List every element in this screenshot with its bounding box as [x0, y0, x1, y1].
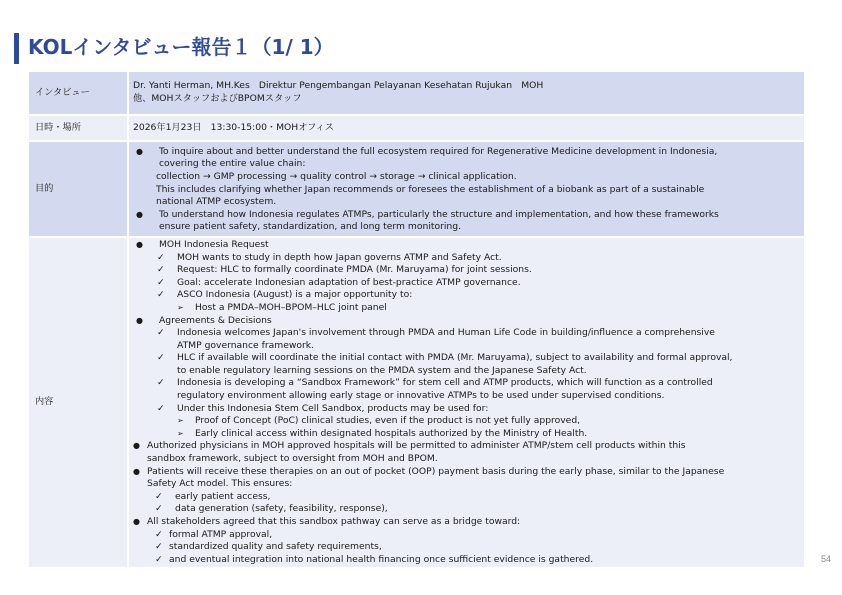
- page-number: 54: [821, 554, 832, 564]
- list-item: [133, 529, 800, 542]
- row-label-interviewee: インタビュー: [28, 71, 128, 115]
- arrow-bullet-icon: ➢: [177, 416, 184, 426]
- slide-title: KOLインタビュー報告１（1/ 1）: [28, 35, 334, 59]
- list-text: All stakeholders agreed that this sandbox pathway can serve as a bridge toward:: [147, 516, 521, 527]
- list-text: Agreements & Decisions: [159, 314, 272, 326]
- list-text: Proof of Concept (PoC) clinical studies, even if the product is not yet fully approved,: [195, 415, 581, 427]
- list-text: Goal: accelerate Indonesian adaptation of best-practice ATMP governance.: [177, 276, 521, 288]
- list-text: collection → GMP processing → quality control → storage → clinical application.: [156, 170, 517, 182]
- list-text: standardized quality and safety requirements,: [169, 541, 382, 553]
- list-text: sandbox framework, subject to oversight from MOH and BPOM.: [147, 453, 438, 465]
- row-value-interviewee: [128, 71, 805, 115]
- list-text: Authorized physicians in MOH approved hospitals will be permitted to administer ATMP/stem cell products within this: [147, 440, 686, 452]
- list-text: Indonesia welcomes Japan's involvement through PMDA and Human Life Code in building/influence a comprehensive: [177, 327, 715, 339]
- list-item: [133, 327, 800, 352]
- list-item: [133, 302, 800, 315]
- list-item: [133, 503, 800, 516]
- list-text: To understand how Indonesia regulates ATMPs, particularly the structure and implementation, and how these frameworks: [159, 208, 719, 220]
- list-item: [133, 440, 800, 465]
- list-item: [133, 352, 800, 377]
- check-icon: ✓: [155, 503, 163, 515]
- list-item: [133, 315, 800, 328]
- list-text: ATMP governance framework.: [177, 339, 315, 351]
- bullet-dot-icon: ●: [136, 239, 143, 249]
- list-item: [133, 146, 800, 171]
- bullet-dot-icon: ●: [133, 517, 140, 526]
- list-item: [133, 209, 800, 234]
- arrow-bullet-icon: ➢: [177, 428, 184, 438]
- list-item: [133, 491, 800, 504]
- check-icon: ✓: [157, 327, 165, 339]
- list-item: [133, 289, 800, 302]
- list-item: [133, 377, 800, 402]
- bullet-dot-icon: ●: [136, 209, 143, 219]
- list-text: Patients will receive these therapies on an out of pocket (OOP) payment basis during the early phase, similar to the Japanese: [147, 465, 725, 477]
- list-item: [133, 403, 800, 416]
- list-text: MOH Indonesia Request: [159, 238, 269, 250]
- check-icon: ✓: [157, 352, 165, 364]
- check-icon: ✓: [155, 528, 163, 540]
- check-icon: ✓: [157, 289, 165, 301]
- row-value-purpose: [128, 141, 805, 237]
- list-item: [133, 264, 800, 277]
- list-text: Indonesia is developing a “Sandbox Framework” for stem cell and ATMP products, which will function as a controlled: [177, 377, 713, 389]
- datetime-value: 2026年1月23日 13:30-15:00・MOHオフィス: [133, 122, 334, 134]
- list-text: regulatory environment allowing early stage or innovative ATMPs to be used under supervised conditions.: [177, 390, 665, 402]
- list-text: MOH wants to study in depth how Japan governs ATMP and Safety Act.: [177, 251, 502, 263]
- list-text: To inquire about and better understand the full ecosystem required for Regenerative Medicine development in Indonesia,: [159, 145, 718, 157]
- interviewee-line: Dr. Yanti Herman, MH.Kes Direktur Pengembangan Pelayanan Kesehatan Rujukan MOH: [133, 80, 544, 91]
- row-label-purpose: 目的: [28, 141, 128, 237]
- list-text: Safety Act model. This ensures:: [147, 478, 293, 490]
- bullet-dot-icon: ●: [133, 466, 140, 476]
- check-icon: ✓: [155, 553, 163, 565]
- check-icon: ✓: [157, 251, 165, 263]
- table-row-datetime: [28, 115, 805, 141]
- list-item: [133, 554, 800, 567]
- list-text: Early clinical access within designated hospitals authorized by the Ministry of Health.: [195, 427, 588, 439]
- row-label-datetime: 日時・場所: [28, 115, 128, 141]
- list-text: to enable regulatory learning sessions on the PMDA system and the Japanese Safety Act.: [177, 364, 587, 376]
- check-icon: ✓: [155, 541, 163, 553]
- list-item: [133, 239, 800, 252]
- interviewee-line: 他、MOHスタッフおよびBPOMスタッフ: [133, 92, 302, 104]
- list-text: data generation (safety, feasibility, response),: [175, 503, 388, 515]
- title-accent-bar: [14, 33, 19, 64]
- check-icon: ✓: [157, 276, 165, 288]
- list-item: [133, 466, 800, 491]
- table-row-interviewee: [28, 71, 805, 115]
- arrow-bullet-icon: ➢: [177, 302, 184, 312]
- list-text: and eventual integration into national health financing once sufficient evidence is gathered.: [169, 553, 594, 565]
- list-text: covering the entire value chain:: [159, 158, 306, 170]
- list-text: ensure patient safety, standardization, and long term monitoring.: [159, 221, 461, 233]
- list-item: [133, 516, 800, 529]
- row-value-content: [128, 237, 805, 568]
- list-text: early patient access,: [175, 490, 271, 502]
- list-text: Under this Indonesia Stem Cell Sandbox, products may be used for:: [177, 402, 489, 414]
- bullet-dot-icon: ●: [136, 315, 143, 325]
- bullet-dot-icon: ●: [136, 146, 143, 156]
- list-text: Host a PMDA–MOH–BPOM–HLC joint panel: [195, 301, 387, 313]
- table-row-purpose: [28, 141, 805, 237]
- list-text: formal ATMP approval,: [169, 528, 273, 540]
- report-table: [27, 70, 806, 569]
- table-row-content: [28, 237, 805, 568]
- list-item: [133, 541, 800, 554]
- list-text: ASCO Indonesia (August) is a major opportunity to:: [177, 289, 413, 301]
- row-value-datetime: [128, 115, 805, 141]
- bullet-dot-icon: ●: [133, 441, 140, 451]
- list-item: [133, 415, 800, 428]
- row-label-content: 内容: [28, 237, 128, 568]
- list-item: [133, 277, 800, 290]
- list-item: [133, 428, 800, 441]
- check-icon: ✓: [155, 490, 163, 502]
- check-icon: ✓: [157, 264, 165, 276]
- check-icon: ✓: [157, 402, 165, 414]
- list-item: [133, 252, 800, 265]
- list-text: national ATMP ecosystem.: [156, 196, 277, 208]
- list-text: HLC if available will coordinate the initial contact with PMDA (Mr. Maruyama), subject to availability and formal approval,: [177, 352, 733, 364]
- list-text: Request: HLC to formally coordinate PMDA (Mr. Maruyama) for joint sessions.: [177, 264, 532, 276]
- list-text: This includes clarifying whether Japan recommends or foresees the establishment of a biobank as part of a sustainable: [156, 183, 705, 195]
- check-icon: ✓: [157, 377, 165, 389]
